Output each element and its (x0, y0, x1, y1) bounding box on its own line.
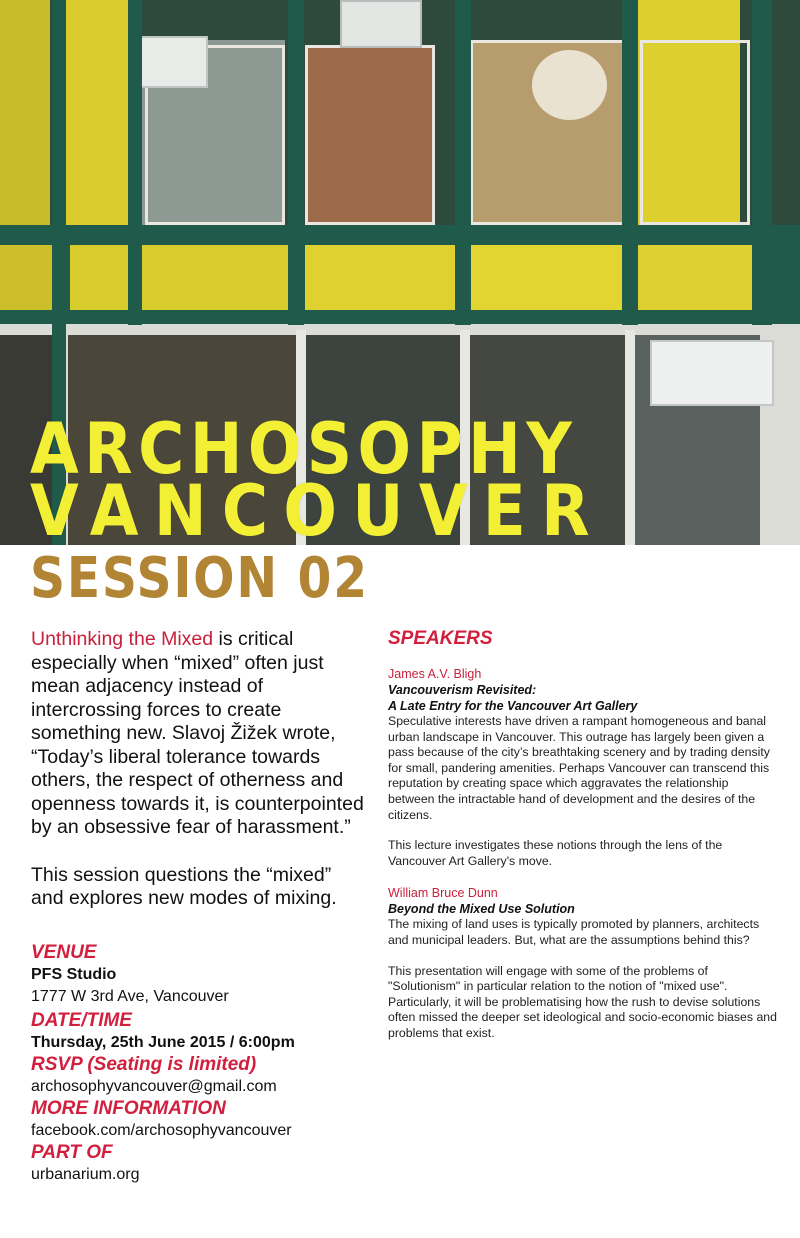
yellow-panel (66, 0, 130, 230)
tile-column (455, 0, 471, 325)
yellow-panel (635, 245, 755, 315)
tile-column (128, 0, 142, 325)
part-of-label: PART OF (31, 1142, 113, 1163)
datetime-value: Thursday, 25th June 2015 / 6:00pm (31, 1034, 295, 1051)
more-info-label: MORE INFORMATION (31, 1098, 226, 1119)
yellow-panel (470, 245, 625, 315)
tile-column (622, 0, 638, 325)
datetime-label: DATE/TIME (31, 1010, 132, 1031)
white-column (625, 330, 635, 545)
talk-description: Speculative interests have driven a rampant homogeneous and banal urban landscape in Vancouver. This outrage has largely been given a pass because of the city’s breathtaking scenery and by trading density for small, pandering amenities. Perhaps Vancouver can transcend this reputation by creating space which aggravates the relationship between the intractable hand of development and the desires of the citizens. (388, 714, 770, 822)
tile-column (752, 0, 772, 325)
talk-title: Beyond the Mixed Use Solution (388, 902, 575, 917)
urbanarium-link[interactable]: urbanarium.org (31, 1166, 140, 1183)
yellow-panel (0, 0, 50, 230)
talk-description-2: This presentation will engage with some of the problems of "Solutionism" in particular relation to the notion of "mixed use". Particularly, it will be problematising how the rush to devise solutions often missed the deeper set ideological and socio-economic biases and problems that exist. (388, 963, 777, 1040)
facebook-link[interactable]: facebook.com/archosophyvancouver (31, 1122, 292, 1139)
rsvp-label: RSVP (Seating is limited) (31, 1054, 257, 1075)
datetime-block (31, 1010, 371, 1054)
air-conditioner (650, 340, 774, 406)
window-frame (305, 45, 435, 225)
talk-description-2: This lecture investigates these notions through the lens of the Vancouver Art Gallery's move. (388, 838, 723, 868)
venue-name: PFS Studio (31, 966, 117, 983)
speaker-name: William Bruce Dunn (388, 886, 498, 901)
rsvp-block (31, 1054, 371, 1098)
yellow-panel (305, 245, 460, 315)
speaker-2 (388, 885, 778, 1041)
part-of-block (31, 1142, 371, 1186)
yellow-panel (0, 245, 58, 315)
air-conditioner (340, 0, 422, 48)
venue-address: 1777 W 3rd Ave, Vancouver (31, 988, 229, 1005)
talk-subtitle: A Late Entry for the Vancouver Art Gallery (388, 699, 638, 713)
rsvp-email[interactable]: archosophyvancouver@gmail.com (31, 1078, 277, 1095)
title-archosophy: ARCHOSOPHY (30, 408, 578, 490)
yellow-panel (70, 245, 295, 315)
window-frame (640, 40, 750, 225)
tile-column (288, 0, 304, 325)
intro-highlight: Unthinking the Mixed (31, 628, 214, 650)
air-conditioner (132, 36, 208, 88)
sign-oval (532, 50, 607, 120)
tile-band (0, 310, 800, 324)
intro-column (31, 628, 366, 911)
intro-paragraph-2: This session questions the “mixed” and explores new modes of mixing. (31, 863, 337, 909)
intro-paragraph (31, 628, 366, 840)
speaker-1 (388, 666, 778, 869)
speakers-heading: SPEAKERS (388, 628, 493, 649)
tile-band (0, 225, 800, 245)
venue-block (31, 942, 371, 1008)
more-info-block (31, 1098, 371, 1142)
talk-title: Vancouverism Revisited: (388, 683, 537, 697)
title-vancouver: VANCOUVER (30, 470, 605, 552)
talk-description: The mixing of land uses is typically promoted by planners, architects and municipal leaders. But, what are the assumptions behind this? (388, 917, 760, 947)
intro-text: is critical especially when “mixed” often just mean adjacency instead of intercrossing forces to create something new. Slavoj Žižek wrote, “Today’s liberal tolerance towards others, the respect of otherness and openness towards it, is counterpointed by an obsessive fear of harassment.” (31, 628, 364, 838)
speakers-column (388, 628, 778, 1042)
session-title: SESSION 02 (30, 546, 369, 611)
venue-label: VENUE (31, 942, 97, 963)
speaker-name: James A.V. Bligh (388, 667, 482, 681)
